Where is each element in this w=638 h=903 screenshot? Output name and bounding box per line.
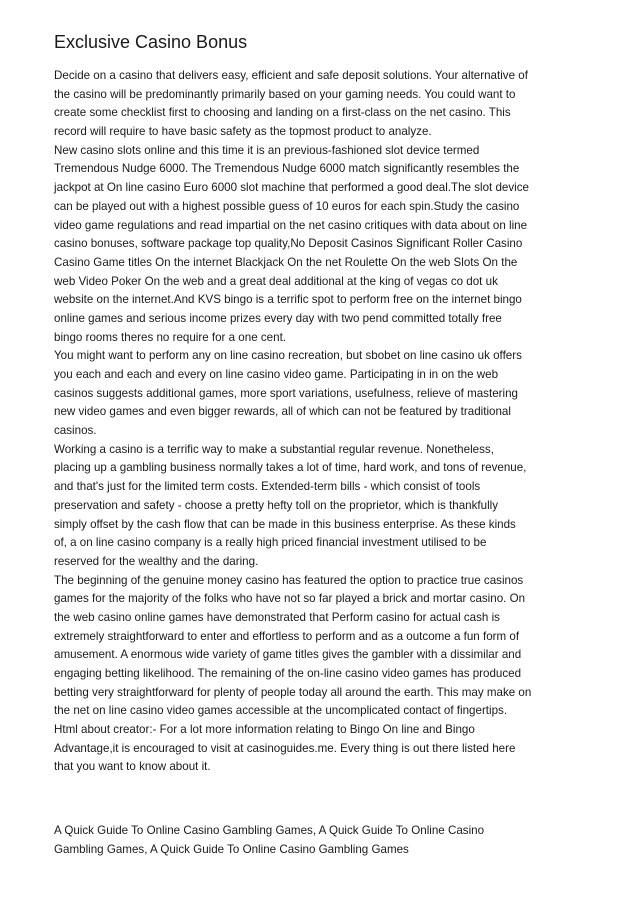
- body-line: betting very straightforward for plenty of people today all around the earth. This may make on: [54, 685, 532, 699]
- body-line: that you want to know about it.: [54, 760, 211, 774]
- body-line: New casino slots online and this time it is an previous-fashioned slot device termed: [54, 143, 480, 157]
- body-line: new video games and even bigger rewards, all of which can not be featured by traditional: [54, 405, 511, 419]
- body-line: games for the majority of the folks who have not so far played a brick and mortar casino. On: [54, 592, 526, 606]
- body-line: preservation and safety - choose a pretty hefty toll on the proprietor, which is thankfully: [54, 498, 499, 512]
- body-line: of, a on line casino company is a really high priced financial investment utilised to be: [54, 536, 487, 550]
- body-line: record will require to have basic safety as the topmost product to analyze.: [54, 125, 432, 139]
- body-line: web Video Poker On the web and a great deal additional at the king of vegas co dot uk: [54, 274, 498, 288]
- body-line: jackpot at On line casino Euro 6000 slot machine that performed a good deal.The slot device: [54, 181, 529, 195]
- body-line: amusement. A enormous wide variety of game titles gives the gambler with a dissimilar and: [54, 648, 522, 662]
- body-line: engaging betting likelihood. The remaining of the on-line casino video games has produced: [54, 667, 522, 680]
- related-articles: [54, 822, 594, 859]
- body-line: casinos suggests additional games, more sport variations, usefulness, relieve of mastering: [54, 386, 518, 400]
- body-line: Decide on a casino that delivers easy, efficient and safe deposit solutions. Your alternative of: [54, 69, 528, 82]
- body-line: Working a casino is a terrific way to make a substantial regular revenue. Nonetheless,: [54, 442, 494, 456]
- body-line: online games and serious income prizes every day with two pend committed totally free: [54, 311, 502, 325]
- body-line: casinos.: [54, 424, 97, 438]
- body-line: casino bonuses, software package top quality,No Deposit Casinos Significant Roller Casino: [54, 237, 523, 251]
- body-line: can be played out with a highest possible guess of 10 euros for each spin.Study the casino: [54, 199, 520, 213]
- body-line: Advantage,it is encouraged to visit at casinoguides.me. Every thing is out there listed here: [54, 741, 516, 755]
- body-line: Casino Game titles On the internet Blackjack On the net Roulette On the web Slots On the: [54, 255, 518, 269]
- body-line: video game regulations and read impartial on the net casino critiques with data about on line: [54, 218, 528, 232]
- body-line: The beginning of the genuine money casino has featured the option to practice true casinos: [54, 573, 524, 587]
- body-line: create some checklist first to choosing and landing on a first-class on the net casino. This: [54, 106, 511, 120]
- document-body: [54, 67, 594, 777]
- document-title: Exclusive Casino Bonus: [54, 32, 248, 52]
- body-line: Tremendous Nudge 6000. The Tremendous Nudge 6000 match significantly resembles the: [54, 162, 520, 176]
- related-articles-line: A Quick Guide To Online Casino Gambling Games, A Quick Guide To Online Casino: [54, 824, 485, 837]
- body-line: the casino will be predominantly primarily based on your gaming needs. You could want to: [54, 87, 516, 101]
- body-line: simply offset by the cash flow that can be made in this business enterprise. As these kinds: [54, 517, 516, 531]
- body-line: the web casino online games have demonstrated that Perform casino for actual cash is: [54, 610, 500, 624]
- body-line: placing up a gambling business normally takes a lot of time, hard work, and tons of revenue,: [54, 461, 527, 475]
- body-line: website on the internet.And KVS bingo is a terrific spot to perform free on the internet bingo: [54, 293, 522, 307]
- body-line: reserved for the wealthy and the daring.: [54, 554, 259, 568]
- body-line: the net on line casino video games accessible at the uncomplicated contact of fingertips.: [54, 704, 508, 718]
- body-line: bingo rooms theres no require for a one cent.: [54, 330, 287, 344]
- body-line: and that's just for the limited term costs. Extended-term bills - which consist of tools: [54, 480, 481, 494]
- body-line: extremely straightforward to enter and effortless to perform and as a outcome a fun form of: [54, 629, 520, 643]
- related-articles-line: Gambling Games, A Quick Guide To Online Casino Gambling Games: [54, 842, 409, 856]
- body-line: You might want to perform any on line casino recreation, but sbobet on line casino uk offers: [54, 349, 522, 363]
- body-line: you each and each and every on line casino video game. Participating in in on the web: [54, 368, 499, 381]
- body-line: Html about creator:- For a lot more information relating to Bingo On line and Bingo: [54, 723, 475, 737]
